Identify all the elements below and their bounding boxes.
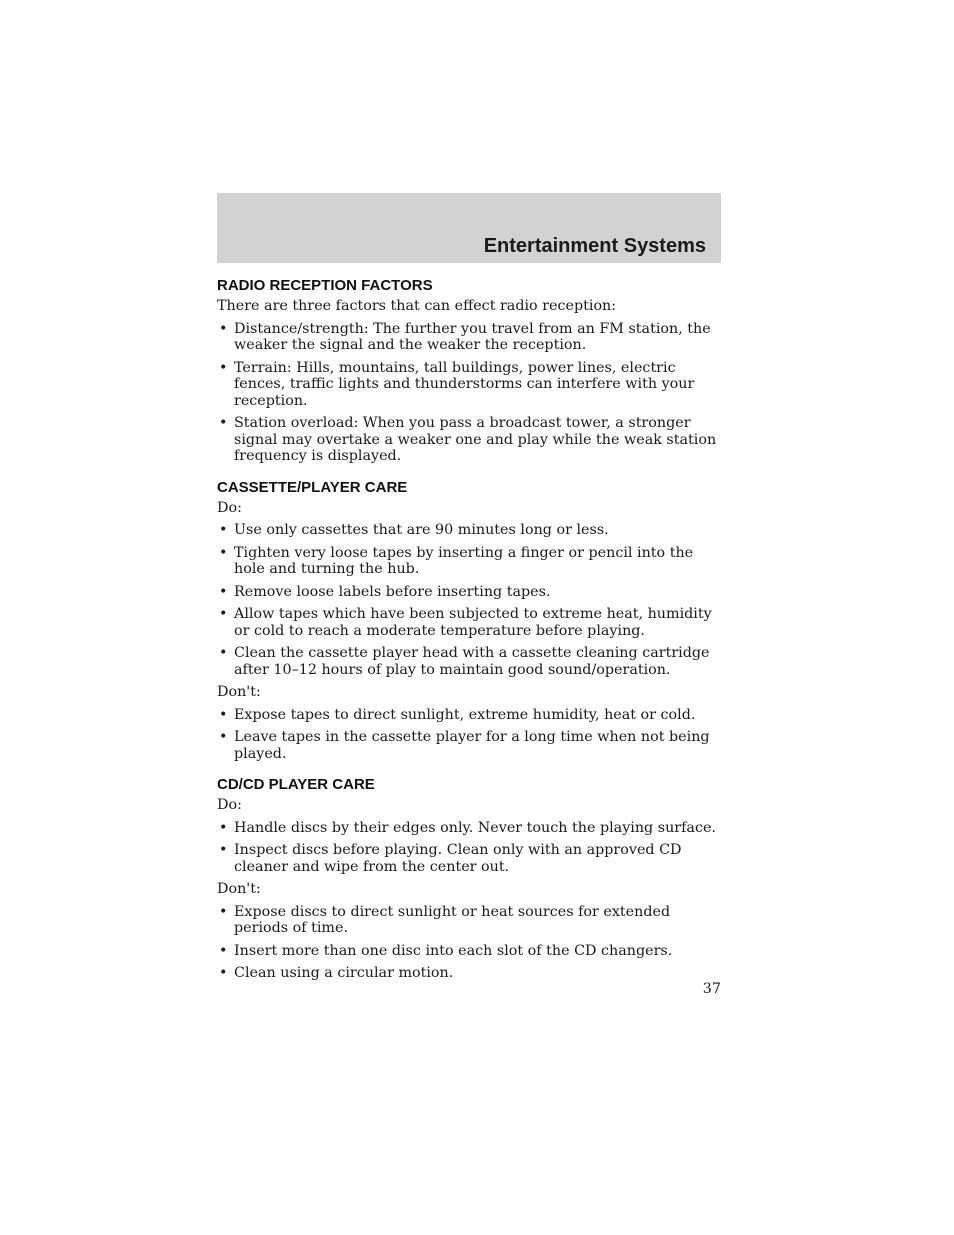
list-item [217, 707, 721, 724]
list-item [217, 360, 721, 410]
section-cassette-care [217, 478, 721, 763]
list-item-text: Clean the cassette player head with a cassette cleaning cartridge after 10–12 hours of play to maintain good sound/operation. [234, 645, 710, 678]
list-item [217, 904, 721, 937]
list-item [217, 645, 721, 678]
list-item-text: Handle discs by their edges only. Never touch the playing surface. [234, 819, 716, 836]
do-list [217, 522, 721, 678]
do-label: Do: [217, 499, 242, 516]
list-item [217, 943, 721, 960]
list-item-text: Clean using a circular motion. [234, 965, 454, 981]
section-heading: CD/CD PLAYER CARE [217, 776, 375, 793]
list-item [217, 321, 721, 354]
list-item [217, 606, 721, 639]
dont-label: Don't: [217, 684, 261, 700]
page-content [217, 276, 721, 995]
bullet-list [217, 321, 721, 465]
do-list [217, 820, 721, 876]
bullet-icon: • [219, 320, 228, 337]
list-item [217, 415, 721, 465]
bullet-icon: • [219, 819, 228, 836]
page-number: 37 [702, 981, 721, 997]
bullet-icon: • [219, 729, 228, 745]
list-item [217, 545, 721, 578]
list-item-text: Distance/strength: The further you travel from an FM station, the weaker the signal and the weaker the reception. [234, 320, 711, 353]
list-item-text: Remove loose labels before inserting tapes. [234, 583, 551, 600]
list-item-text: Insert more than one disc into each slot of the CD changers. [234, 942, 673, 959]
list-item-text: Station overload: When you pass a broadcast tower, a stronger signal may overtake a weaker one and play while the weak station frequency is displayed. [234, 415, 717, 464]
do-label: Do: [217, 797, 242, 813]
section-heading: CASSETTE/PLAYER CARE [217, 478, 408, 496]
section-heading: RADIO RECEPTION FACTORS [217, 277, 433, 294]
list-item-text: Inspect discs before playing. Clean only with an approved CD cleaner and wipe from the center out. [234, 842, 682, 875]
bullet-icon: • [219, 965, 228, 981]
list-item-text: Expose discs to direct sunlight or heat sources for extended periods of time. [234, 903, 671, 936]
page-title: Entertainment Systems [483, 235, 706, 257]
list-item [217, 729, 721, 762]
list-item-text: Terrain: Hills, mountains, tall buildings, power lines, electric fences, traffic lights and thunderstorms can interfere with your reception. [234, 359, 695, 409]
bullet-icon: • [219, 359, 228, 376]
list-item-text: Use only cassettes that are 90 minutes long or less. [234, 522, 609, 538]
bullet-icon: • [219, 942, 228, 959]
bullet-icon: • [219, 842, 228, 858]
section-cd-care [217, 775, 721, 982]
bullet-icon: • [219, 583, 228, 600]
bullet-icon: • [219, 415, 228, 431]
section-intro: There are three factors that can effect radio reception: [217, 298, 617, 314]
bullet-icon: • [219, 706, 228, 723]
list-item [217, 820, 721, 837]
bullet-icon: • [219, 522, 228, 538]
list-item [217, 965, 721, 982]
dont-label: Don't: [217, 881, 261, 897]
list-item [217, 584, 721, 601]
list-item [217, 522, 721, 539]
list-item [217, 842, 721, 875]
bullet-icon: • [219, 645, 228, 661]
list-item-text: Expose tapes to direct sunlight, extreme humidity, heat or cold. [234, 706, 696, 723]
dont-list [217, 707, 721, 763]
dont-list [217, 904, 721, 982]
bullet-icon: • [219, 606, 228, 622]
section-radio-reception [217, 276, 721, 465]
list-item-text: Tighten very loose tapes by inserting a finger or pencil into the hole and turning the hub. [234, 544, 694, 577]
list-item-text: Allow tapes which have been subjected to extreme heat, humidity or cold to reach a moderate temperature before playing. [234, 606, 712, 639]
list-item-text: Leave tapes in the cassette player for a long time when not being played. [234, 729, 710, 762]
page-header [217, 193, 721, 263]
bullet-icon: • [219, 903, 228, 920]
bullet-icon: • [219, 544, 228, 561]
